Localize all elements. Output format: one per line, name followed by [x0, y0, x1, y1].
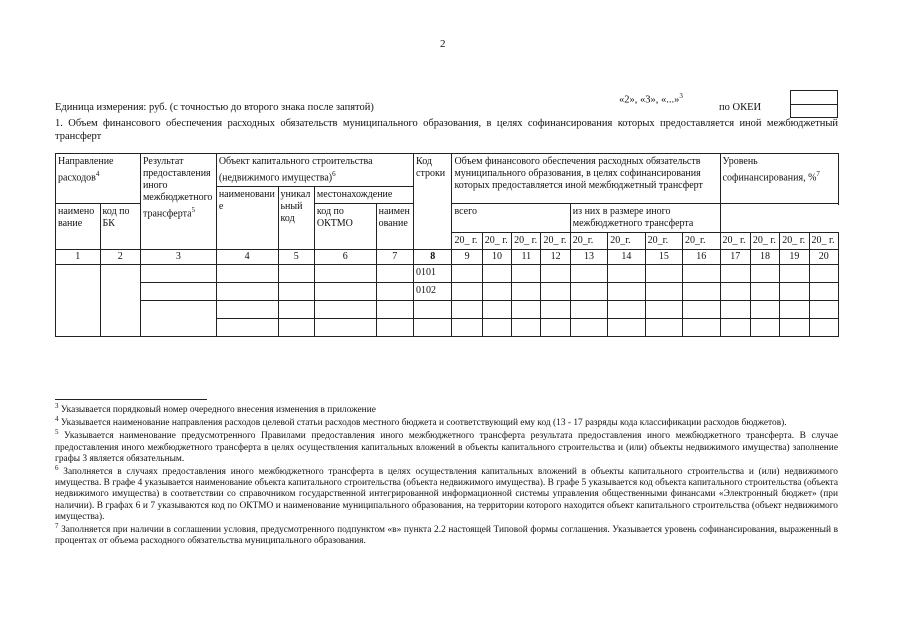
year-10: 20_ г.	[482, 233, 511, 250]
col-num: 4	[216, 250, 278, 265]
header-obj-name: наименование	[216, 187, 278, 250]
header-direction: Направление расходов$^4$	[56, 154, 141, 204]
financing-table	[55, 153, 839, 337]
cell-empty	[216, 301, 278, 319]
unit-line: Единица измерения: руб. (с точностью до второго знака после запятой)	[55, 102, 374, 113]
page-number: 2	[440, 38, 446, 50]
cell-empty	[140, 265, 216, 283]
col-num: 1	[56, 250, 101, 265]
footnote-separator	[55, 399, 207, 400]
header-volume: Объем финансового обеспечения расходных обязательств муниципального образования, в целях софинансирования которых предоставляется иной межбюджетный трансферт	[452, 154, 720, 204]
row-code: 0101	[414, 265, 452, 283]
footnote-7: $^7$ Заполняется при наличии в соглашении условия, предусмотренного подпунктом «в» пункта 2.2 настоящей Типовой формы соглашения. Указывается уровень софинансирования, выраженный в процентах от объема расходного обязательства муниципального образования.	[55, 521, 838, 547]
year-9: 20_ г.	[452, 233, 482, 250]
cell-empty	[56, 265, 101, 337]
cell-empty	[216, 283, 278, 301]
cell-empty	[100, 265, 140, 337]
year-12: 20_ г.	[541, 233, 570, 250]
col-num: 14	[608, 250, 645, 265]
col-num: 20	[809, 250, 838, 265]
section-intro: 1. Объем финансового обеспечения расходных обязательств муниципального образования, в целях софинансирования которых предоставляется иной межбюджетный трансферт	[55, 118, 838, 142]
header-of-which: из них в размере иного межбюджетного трансферта	[570, 204, 720, 233]
col-num: 6	[314, 250, 376, 265]
row-code: 0102	[414, 283, 452, 301]
cell-empty	[278, 265, 314, 283]
col-num: 9	[452, 250, 482, 265]
cell-empty	[376, 301, 413, 319]
footnote-5: $^5$ Указывается наименование предусмотренного Правилами предоставления иного межбюджетного трансферта результата предоставления иного межбюджетного трансферта. В случае предоставления иного межбюджетного трансферта в целях осуществления капитальных вложений в объекты капитального строительства и (или) объекты недвижимого имущества) заполнение графы 3 является обязательным.	[55, 428, 839, 464]
year-20: 20_ г.	[809, 233, 838, 250]
header-total: всего	[452, 204, 570, 233]
cell-empty	[314, 283, 376, 301]
cell-empty	[376, 283, 413, 301]
col-num: 15	[645, 250, 682, 265]
cell-empty	[278, 301, 314, 319]
okei-box-value	[790, 104, 838, 118]
cell-empty	[314, 265, 376, 283]
col-num: 19	[780, 250, 809, 265]
footnotes	[55, 401, 839, 549]
col-num: 3	[140, 250, 216, 265]
cell-empty	[140, 301, 216, 337]
cell-empty	[216, 319, 278, 337]
col-num: 2	[100, 250, 140, 265]
col-num: 17	[720, 250, 750, 265]
footnote-4: $^4$ Указывается наименование направления расходов целевой статьи расходов местного бюджета и соответствующий ему код (13 - 17 разряды кода классификации расходов бюджетов).	[55, 415, 787, 429]
header-bk-code: код по БК	[100, 204, 140, 250]
cell-empty	[414, 301, 452, 319]
year-16: 20_г.	[683, 233, 720, 250]
col-num: 18	[750, 250, 779, 265]
footnote-6: $^6$ Заполняется в случаях предоставления иного межбюджетного трансферта в целях осуществления капитальных вложений в объекты капитального строительства и (или) недвижимого имущества. В графе 4 указывается наименование объекта капитального строительства (объекта недвижимого имущества). В графе 5 указывается код объекта капитального строительства (объекта недвижимого имущества) в соответствии со справочником государственной интегрированной информационной системы управления общественными финансами «Электронный бюджет» (при наличии). В графах 6 и 7 указываются код по ОКТМО и наименование муниципального образования, на территории которого находится объект капитального строительства (объект недвижимого имущества).	[55, 463, 838, 522]
col-num: 5	[278, 250, 314, 265]
cell-empty	[314, 319, 376, 337]
cell-empty	[376, 265, 413, 283]
cell-empty	[278, 283, 314, 301]
col-num: 7	[376, 250, 413, 265]
header-loc-name: наименование	[376, 204, 413, 250]
year-13: 20_г.	[570, 233, 607, 250]
header-name: наименование	[56, 204, 101, 250]
cell-empty	[278, 319, 314, 337]
header-object: Объект капитального строительства (недвижимого имущества)$^6$	[216, 154, 413, 187]
header-line-code: Код строки	[414, 154, 452, 250]
col-num: 16	[683, 250, 720, 265]
cell-empty	[314, 301, 376, 319]
col-num: 8	[414, 250, 452, 265]
year-17: 20_ г.	[720, 233, 750, 250]
cell-empty	[414, 319, 452, 337]
variants-label: «2», «3», «...»$^3$	[619, 92, 683, 106]
header-location: местонахождение	[314, 187, 413, 204]
header-result: Результат предоставления иного межбюджетного трансферта$^5$	[140, 154, 216, 250]
cell-empty	[376, 319, 413, 337]
col-num: 11	[512, 250, 541, 265]
year-14: 20_г.	[608, 233, 645, 250]
footnote-3: $^3$ Указывается порядковый номер очередного внесения изменения в приложение	[55, 401, 376, 415]
header-level: Уровень софинансирования, %$^7$	[720, 154, 838, 204]
year-18: 20_ г.	[750, 233, 779, 250]
header-unique-code: уникальный код	[278, 187, 314, 250]
okei-label: по ОКЕИ	[719, 102, 762, 113]
col-num: 10	[482, 250, 511, 265]
header-oktmo-code: код по ОКТМО	[314, 204, 376, 250]
year-15: 20_г.	[645, 233, 682, 250]
col-num: 12	[541, 250, 570, 265]
cell-empty	[216, 265, 278, 283]
okei-box-top	[790, 90, 838, 105]
col-num: 13	[570, 250, 607, 265]
year-11: 20_ г.	[512, 233, 541, 250]
year-19: 20_ г.	[780, 233, 809, 250]
cell-empty	[140, 283, 216, 301]
